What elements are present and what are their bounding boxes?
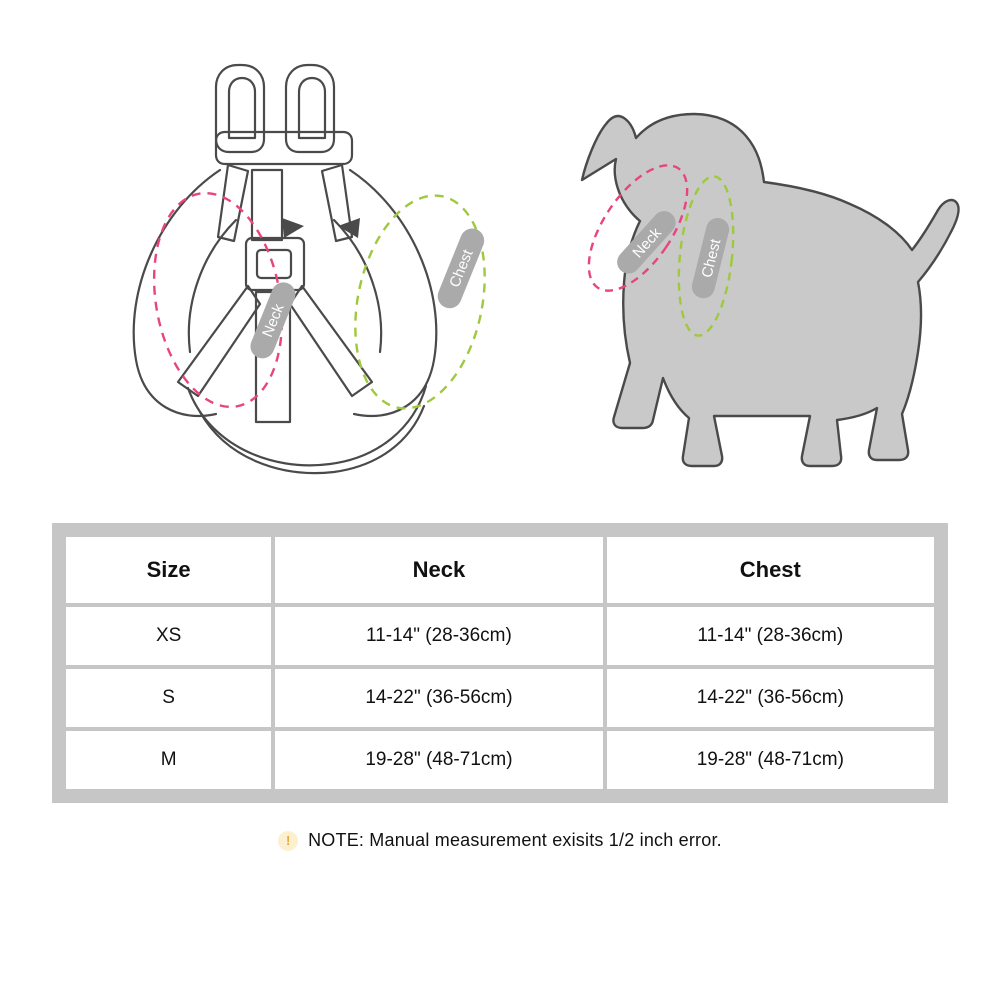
harness-chest-label — [434, 225, 488, 312]
cell-size: M — [64, 729, 273, 791]
cell-neck: 11-14" (28-36cm) — [273, 605, 604, 667]
cell-neck: 19-28" (48-71cm) — [273, 729, 604, 791]
table-header-row — [64, 535, 936, 605]
note-row — [0, 830, 1000, 851]
harness-chest-measure-line — [337, 183, 503, 420]
dog-body-shape — [582, 114, 959, 466]
harness-illustration — [60, 20, 510, 480]
cell-neck: 14-22" (36-56cm) — [273, 667, 604, 729]
cell-chest: 11-14" (28-36cm) — [605, 605, 936, 667]
dog-neck-label-text: Neck — [629, 224, 665, 262]
harness-neck-label — [247, 279, 299, 362]
size-table — [62, 533, 938, 793]
harness-neck-label-text: Neck — [259, 301, 288, 340]
dog-chest-label-text: Chest — [698, 237, 725, 280]
note-text: NOTE: Manual measurement exisits 1/2 inch error. — [308, 830, 722, 850]
header-size: Size — [64, 535, 273, 605]
cell-size: XS — [64, 605, 273, 667]
table-row — [64, 667, 936, 729]
size-table-wrapper — [52, 523, 948, 803]
cell-size: S — [64, 667, 273, 729]
table-row — [64, 605, 936, 667]
table-row — [64, 729, 936, 791]
cell-chest: 19-28" (48-71cm) — [605, 729, 936, 791]
dog-illustration — [510, 60, 970, 480]
header-neck: Neck — [273, 535, 604, 605]
harness-chest-label-text: Chest — [446, 247, 477, 290]
header-chest: Chest — [605, 535, 936, 605]
exclamation-icon: ! — [278, 831, 298, 851]
harness-neck-arrow-icon — [282, 218, 304, 238]
cell-chest: 14-22" (36-56cm) — [605, 667, 936, 729]
